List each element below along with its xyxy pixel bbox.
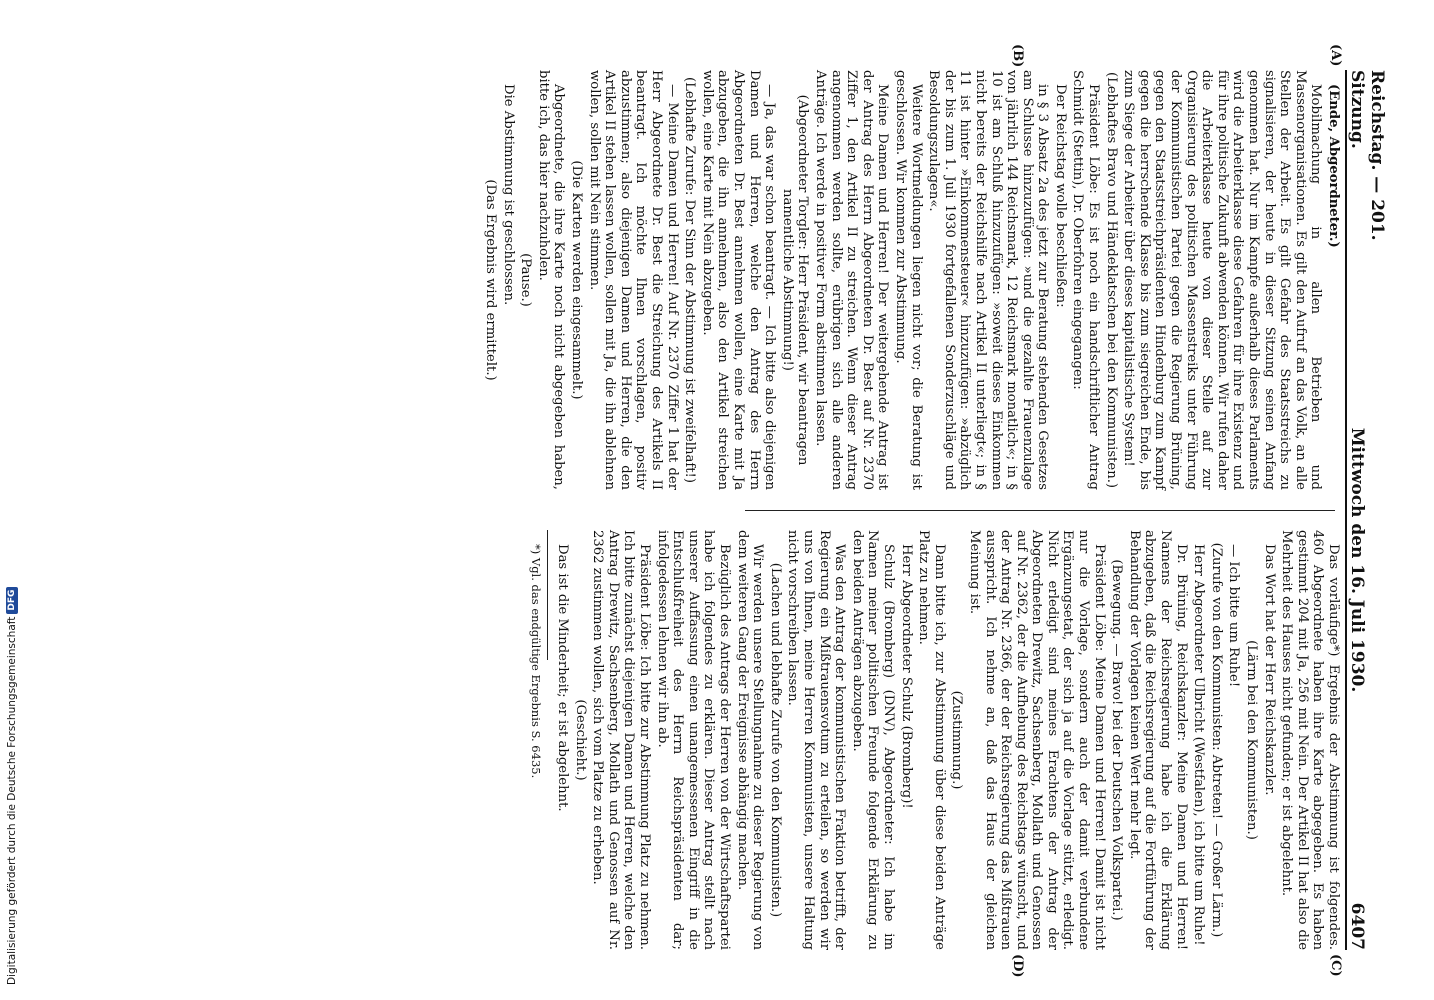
paragraph: Weitere Wortmeldungen liegen nicht vor; die Beratung ist geschlossen. Wir kommen zur Abstimmung.: [892, 70, 924, 490]
interjection: (Geschieht.): [572, 699, 588, 781]
sidebar-credit: [6, 589, 26, 995]
interjection: (Die Karten werden eingesammelt.): [569, 160, 585, 400]
paragraph: Präsident Löbe: Es ist noch ein handschriftlicher Antrag Schmidt (Stettin), Dr. Oberfohren eingegangen:: [1070, 70, 1102, 490]
interjection: (Abgeordneter Torgler: Herr Präsident, wir beantragen namentliche Abstimmung!): [779, 94, 811, 466]
margin-mark-d: (D): [1010, 954, 1025, 978]
paragraph: Präsident Löbe: Ich bitte zur Abstimmung Platz zu nehmen. Ich bitte zunächst diejenigen Damen und Herren, welche den Antrag Drewitz, Sachsenberg, Mollath und Genossen auf Nr. 2362 zustimmen wollen, sich vom Platze zu erheben.: [590, 530, 653, 950]
rotated-page-content: [95, 44, 1387, 978]
paragraph: Bezüglich des Antrags der Herren von der Wirtschaftspartei habe ich folgendes zu erklären. Dieser Antrag stellt nach unserer Auffassung einen unangemessenen Eingriff in die Entschlußfreiheit des Herrn Reichspräsidenten dar; infolgedessen lehnen wir ihn ab.: [654, 530, 733, 950]
paragraph: — Ja, das war schon beantragt. — Ich bitte also diejenigen Damen und Herren, welche den Antrag des Herrn Abgeordneten Dr. Best annehmen wollen, eine Karte mit Ja abzugeben, die ihn annehmen, also den Artikel streichen wollen, eine Karte mit Nein abzugeben.: [699, 70, 778, 490]
interjection: (Zurufe von den Kommunisten: Abtreten! — Großer Lärm.): [1208, 542, 1224, 938]
paragraph: Das ist die Minderheit; er ist abgelehnt.: [555, 544, 571, 812]
paragraph: Herr Abgeordneter Schulz (Bromberg)!: [898, 544, 914, 809]
dfg-logo-icon: DFG: [6, 587, 18, 614]
interjection: (Zustimmung.): [949, 690, 965, 790]
interjection: (Bewegung. — Bravo! bei der Deutschen Volkspartei.): [1109, 559, 1125, 921]
header-date: Mittwoch den 16. Juli 1930.: [1347, 427, 1367, 693]
paragraph: Herr Abgeordneter Ulbricht (Westfalen), ich bitte um Ruhe!: [1191, 544, 1207, 946]
motion-text: in § 3 Absatz 2a des jetzt zur Beratung stehenden Gesetzes am Schlusse hinzuzufügen: »und die gezahlte Frauenzulage von jährlich 144 Reichsmark, 12 Reichsmark monatlich«; in § 10 ist am Schluß hinzuzufügen: »soweit dieses Einkommen nicht bereits der Reichshilfe nach Artikel II unterliegt«; in § 11 ist hinter »Einkommensteuer« hinzuzufügen: »abzüglich der bis zum 1. Juli 1930 fortgefallenen Sonderzuschläge und Besoldungszulagen«.: [926, 70, 1051, 490]
credit-text: Digitalisierung gefördert durch die Deutsche Forschungsgemeinschaft: [6, 616, 18, 985]
interjection: (Lebhaftes Bravo und Händeklatschen bei den Kommunisten.): [1103, 71, 1119, 489]
margin-mark-b: (B): [1010, 44, 1025, 68]
margin-mark-c: (C): [1328, 954, 1343, 977]
paragraph: — Ich bitte um Ruhe!: [1226, 544, 1242, 688]
footnote: *) Vgl. das endgültige Ergebnis S. 6435.: [529, 544, 544, 779]
page-number: 6407: [1347, 902, 1367, 950]
paragraph: Das Wort hat der Herr Reichskanzler.: [1261, 544, 1277, 796]
paragraph: Dr. Brüning, Reichskanzler: Meine Damen und Herren! Namens der Reichsregierung habe ich die Erklärung abzugeben, daß die Reichsregierung auf die Fortführung der Behandlung der Vorlagen keinen Wert mehr legt.: [1126, 530, 1189, 950]
paragraph: — Meine Damen und Herren! Auf Nr. 2370 Ziffer 1 hat der Herr Abgeordnete Dr. Best die Streichung des Artikels II beantragt. Ich möchte Ihnen vorschlagen, positiv abzustimmen; also diejenigen Damen und Herren, die den Artikel II stehen lassen wollen, sollen mit Ja, die ihn ablehnen wollen, sollen mit Nein stimmen.: [586, 70, 680, 490]
interjection: (Pause.): [518, 253, 534, 307]
left-column: [481, 70, 1341, 490]
paragraph: Schulz (Bromberg) (DNV), Abgeordneter: Ich habe im Namen meiner politischen Freunde folgende Erklärung zu den beiden Anträgen abzugeben.: [849, 530, 896, 950]
paragraph: Meine Damen und Herren! Der weitergehende Antrag ist der Antrag des Herrn Abgeordneten Dr. Best auf Nr. 2370 Ziffer 1, den Artikel II zu streichen. Wenn dieser Antrag angenommen werden sollte, erübrigen sich alle anderen Anträge. Ich werde in positiver Form abstimmen lassen.: [813, 70, 891, 490]
footnote-rule: [548, 530, 549, 660]
sidebar-credit-text: [6, 589, 18, 985]
interjection: (Lärm bei den Kommunisten.): [1244, 640, 1260, 840]
right-column: [526, 530, 1341, 950]
interjection: (Das Ergebnis wird ermittelt.): [483, 179, 499, 381]
paragraph: Dann bitte ich, zur Abstimmung über diese beiden Anträge Platz zu nehmen.: [916, 530, 947, 950]
speaker-end: (Ende, Abgeordneter.): [1326, 84, 1341, 248]
margin-mark-a: (A): [1328, 44, 1343, 67]
paragraph: Wir werden unsere Stellungnahme zu dieser Regierung von dem weiteren Gang der Ereignisse abhängig machen.: [734, 530, 766, 950]
paragraph: Abgeordnete, die ihre Karte noch nicht abgegeben haben, bitte ich, das hier nachzuholen.: [535, 70, 567, 490]
paragraph: Der Reichstag wolle beschließen:: [1052, 84, 1068, 308]
interjection: (Lebhafte Zurufe: Der Sinn der Abstimmung ist zweifelhaft!): [682, 77, 698, 483]
paragraph: Was den Antrag der kommunistischen Fraktion betrifft, der Regierung ein Mißtrauensvotum zu erteilen, so werden wir uns von Ihnen, meine Herren Kommunisten, unsere Haltung nicht vorschreiben lassen.: [785, 530, 848, 950]
paragraph: Präsident Löbe: Meine Damen und Herren! Damit ist nicht nur die Vorlage, sondern auch der damit verbundene Ergänzungsetat, der sich ja auf die Vorlage stützt, erledigt. Nicht erledigt sind meines Erachtens der Antrag der Abgeordneten Drewitz, Sachsenberg, Mollath und Genossen auf Nr. 2362, der die Aufhebung des Reichstags wünscht, und der Antrag Nr. 2366, der der Reichsregierung das Mißtrauen ausspricht. Ich nehme an, daß das Haus der gleichen Meinung ist.: [966, 530, 1107, 950]
page-header: [1345, 70, 1387, 950]
paragraph: Mobilmachung in allen Betrieben und Massenorganisationen. Es gilt den Aufruf an das Volk, an alle Stellen der Arbeit. Es gilt Gefahr des Staatsstreichs zu signalisieren, der heute in dieser Sitzung seinen Anfang genommen hat. Nur im Kampfe außerhalb dieses Parlaments wird die Arbeiterklasse diese Gefahren für ihre Existenz und für ihre politische Zukunft abwenden können. Wir rufen daher die Arbeiterklasse heute von dieser Stelle auf zur Organisierung des politischen Massenstreiks unter Führung der Kommunistischen Partei gegen die Regierung Brüning, gegen den Staatsstreichpräsidenten Hindenburg zum Kampf gegen die herrschende Klasse bis zum siegreichen Ende, bis zum Siege der Arbeiter über dieses kapitalistische System!: [1121, 70, 1324, 490]
header-left: Reichstag. — 201. Sitzung.: [1347, 70, 1387, 241]
paragraph: Das vorläufige*) Ergebnis der Abstimmung ist folgendes. 460 Abgeordnete haben ihre Karte abgegeben. Es haben gestimmt 204 mit Ja, 256 mit Nein. Der Artikel II hat also die Mehrheit des Hauses nicht gefunden; er ist abgelehnt.: [1279, 530, 1341, 950]
interjection: (Lachen und lebhafte Zurufe von den Kommunisten.): [767, 562, 783, 918]
column-divider: [745, 510, 1335, 511]
paragraph: Die Abstimmung ist geschlossen.: [500, 84, 516, 306]
